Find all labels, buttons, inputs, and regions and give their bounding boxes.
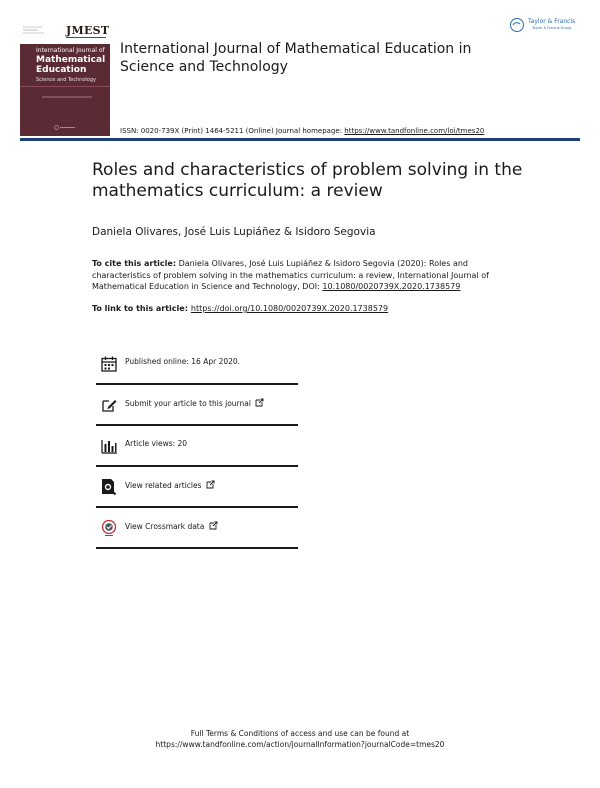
bar-chart-icon bbox=[100, 437, 118, 455]
header-divider bbox=[20, 138, 580, 141]
related-articles-item[interactable] bbox=[96, 468, 298, 506]
cover-title-big bbox=[36, 55, 105, 75]
publisher-logo-icon bbox=[510, 18, 524, 32]
cover-title-small: International Journal of bbox=[36, 47, 105, 54]
issn-line bbox=[120, 127, 484, 135]
related-articles-link[interactable] bbox=[125, 480, 215, 490]
submit-article-item[interactable] bbox=[96, 386, 298, 424]
external-link-icon bbox=[206, 480, 215, 489]
journal-name[interactable]: International Journal of Mathematical Education in Science and Technology bbox=[120, 41, 472, 75]
footer-terms-text: Full Terms & Conditions of access and use can be found at bbox=[190, 729, 410, 738]
external-link-icon bbox=[209, 521, 218, 530]
citation-block bbox=[92, 258, 522, 293]
calendar-icon bbox=[100, 355, 118, 373]
footer bbox=[100, 728, 500, 750]
cover-brand: JMEST bbox=[66, 24, 110, 37]
cover-title-big-2: Education bbox=[36, 65, 87, 75]
external-link-icon bbox=[255, 398, 264, 407]
article-link-label: To link to this article: bbox=[92, 304, 188, 313]
search-document-icon bbox=[100, 478, 118, 496]
submit-article-link[interactable] bbox=[125, 398, 264, 408]
info-divider bbox=[96, 465, 298, 467]
doi-link[interactable]: 10.1080/0020739X.2020.1738579 bbox=[322, 282, 461, 291]
info-divider bbox=[96, 383, 298, 385]
article-views-text: Article views: 20 bbox=[125, 439, 188, 448]
publisher-logo[interactable] bbox=[510, 16, 590, 36]
crossmark-item[interactable] bbox=[96, 509, 298, 547]
cover-title-big-1: Mathematical bbox=[36, 55, 106, 65]
article-views-item bbox=[96, 427, 298, 465]
cover-publisher-logo bbox=[54, 125, 76, 131]
cover-title-subject: Science and Technology bbox=[36, 77, 96, 83]
journal-homepage-link[interactable]: https://www.tandfonline.com/loi/tmes20 bbox=[344, 127, 485, 135]
article-title: Roles and characteristics of problem solving in the mathematics curriculum: a review bbox=[92, 160, 523, 201]
article-authors: Daniela Olivares, José Luis Lupiáñez & Isidoro Segovia bbox=[92, 226, 376, 238]
crossmark-link[interactable] bbox=[125, 521, 218, 531]
cover-fine-print bbox=[22, 24, 48, 40]
article-doi-url[interactable]: https://doi.org/10.1080/0020739X.2020.1738579 bbox=[190, 304, 389, 313]
cover-subtitle-decoration bbox=[42, 95, 92, 100]
related-articles-label: View related articles bbox=[125, 481, 202, 490]
footer-terms-url[interactable]: https://www.tandfonline.com/action/journalInformation?journalCode=tmes20 bbox=[155, 740, 445, 749]
crossmark-label: View Crossmark data bbox=[125, 522, 205, 531]
published-online-item bbox=[96, 345, 298, 383]
info-divider bbox=[96, 547, 298, 549]
journal-cover-image bbox=[20, 22, 110, 136]
publisher-name: Taylor & Francis bbox=[528, 18, 576, 25]
issn-text: ISSN: 0020-739X (Print) 1464-5211 (Online) Journal homepage: bbox=[120, 127, 345, 135]
info-divider bbox=[96, 424, 298, 426]
cover-brand-underline bbox=[66, 37, 106, 38]
edit-icon bbox=[100, 396, 118, 414]
publisher-tagline: Taylor & Francis Group bbox=[532, 26, 572, 30]
published-online-text: Published online: 16 Apr 2020. bbox=[125, 357, 241, 366]
cover-divider bbox=[20, 86, 110, 87]
submit-article-label: Submit your article to this journal bbox=[125, 399, 251, 408]
article-link-line bbox=[92, 304, 388, 313]
crossmark-icon bbox=[100, 519, 118, 537]
citation-label: To cite this article: bbox=[92, 259, 177, 268]
info-divider bbox=[96, 506, 298, 508]
citation-text: Daniela Olivares, José Luis Lupiáñez & Isidoro Segovia (2020): Roles and characteristics of problem solving in the mathematics curriculum: a review, International Journal of Mathematical Education in Science and Technology, DOI: bbox=[92, 259, 489, 291]
